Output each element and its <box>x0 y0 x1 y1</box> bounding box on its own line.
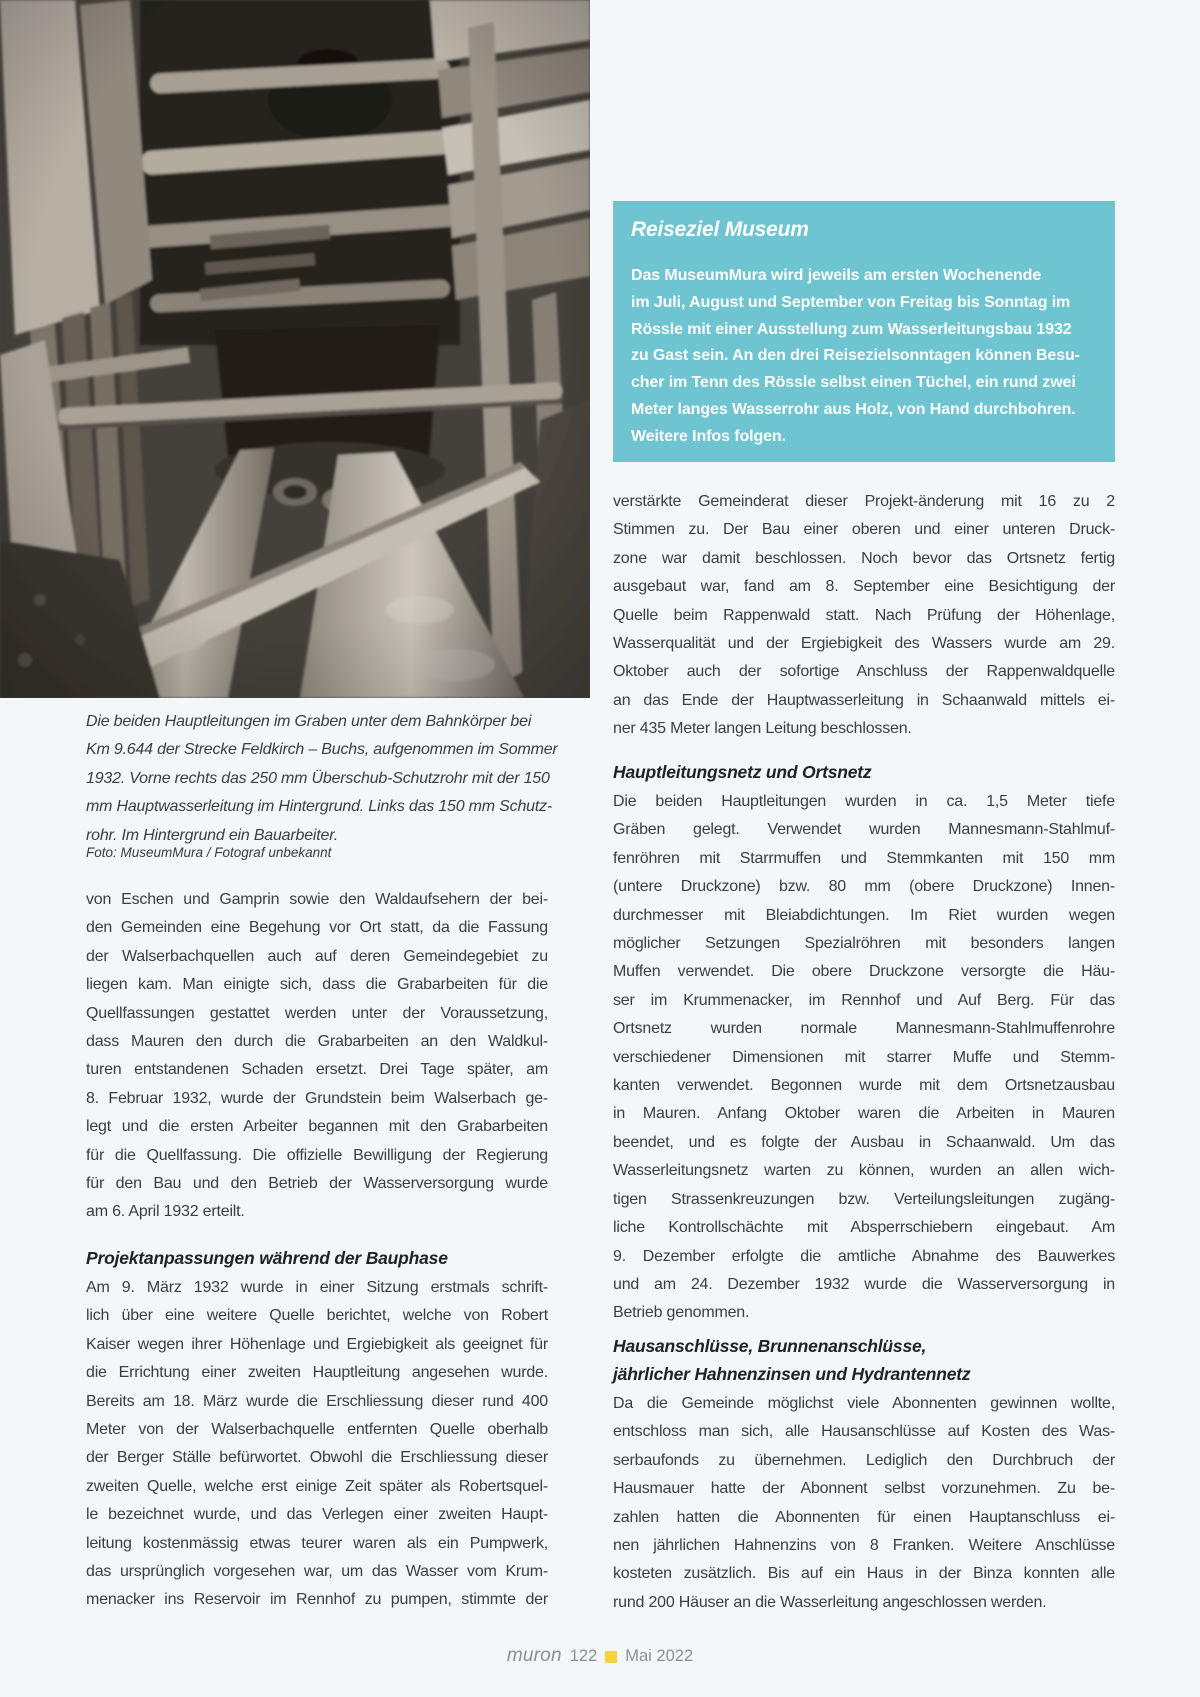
trench-photo <box>0 0 590 698</box>
text-line: Quellfassungen gestattet werden unter der Voraussetzung, <box>86 1004 548 1022</box>
text-line: für den Bau und den Betrieb der Wasserversorgung wurde <box>86 1175 548 1193</box>
text-line: Die beiden Hauptleitungen wurden in ca. 1,5 Meter tiefe <box>613 793 1115 810</box>
right-column-paragraph-1 <box>613 488 1115 744</box>
text-line: an das Ende der Hauptwasserleitung in Schaanwald mittels ei- <box>613 691 1115 709</box>
text-line: jährlicher Hahnenzinsen und Hydrantennetz <box>613 1364 971 1384</box>
text-line: rohr. Im Hintergrund ein Bauarbeiter. <box>86 826 338 844</box>
text-line: zu Gast sein. An den drei Reisezielsonntagen können Besu- <box>631 347 1080 365</box>
left-column-paragraph-2 <box>86 1274 548 1615</box>
infobox-title: Reiseziel Museum <box>631 218 809 241</box>
text-line: Oktober auch der sofortige Anschluss der Rappenwaldquelle <box>613 663 1115 681</box>
text-line: verstärkte Gemeinderat dieser Projekt-änderung mit 16 zu 2 <box>613 493 1115 510</box>
text-line: Gräben gelegt. Verwendet wurden Mannesmann-Stahlmuf- <box>613 821 1115 839</box>
right-column-paragraph-2 <box>613 788 1115 1328</box>
text-line: leitung kostenmässig etwas teurer waren als ein Pumpwerk, <box>86 1534 548 1552</box>
text-line: Km 9.644 der Strecke Feldkirch – Buchs, aufgenommen im Sommer <box>86 741 558 759</box>
text-line: le bezeichnet wurde, und das Verlegen einer zweiten Haupt- <box>86 1506 548 1524</box>
text-line: Stimmen zu. Der Bau einer oberen und einer unteren Druck- <box>613 521 1115 539</box>
text-line: den Gemeinden eine Begehung vor Ort statt, da die Fassung <box>86 919 548 937</box>
text-line: das ursprünglich vorgesehen war, um das Wasser vom Krum- <box>86 1563 548 1581</box>
text-line: Wasserleitungsnetz warten zu können, wurden an allen wich- <box>613 1162 1115 1180</box>
text-line: dass Mauren den durch die Grabarbeiten an den Waldkul- <box>86 1033 548 1051</box>
text-line: verschiedener Dimensionen mit starrer Muffe und Stemm- <box>613 1048 1115 1066</box>
text-line: menacker ins Reservoir im Rennhof zu pumpen, stimmte der <box>86 1591 548 1609</box>
text-line: 9. Dezember erfolgte die amtliche Abnahme des Bauwerkes <box>613 1247 1115 1265</box>
text-line: Quelle beim Rappenwald statt. Nach Prüfung der Höhenlage, <box>613 606 1115 624</box>
text-line: lich über eine weitere Quelle berichtet, welche von Robert <box>86 1307 548 1325</box>
text-line: Hausanschlüsse, Brunnenanschlüsse, <box>613 1336 927 1356</box>
text-line: nen jährlichen Hahnenzins von 8 Franken. Weitere Anschlüsse <box>613 1537 1115 1555</box>
page-footer <box>0 1645 1200 1667</box>
text-line: Kaiser wegen ihrer Höhenlage und Ergiebigkeit als geeignet für <box>86 1335 548 1353</box>
text-line: der Walserbachquellen auch auf deren Gemeindegebiet zu <box>86 947 548 965</box>
text-line: ausgebaut war, fand am 8. September eine Besichtigung der <box>613 578 1115 596</box>
left-column-paragraph-1 <box>86 886 548 1227</box>
magazine-name: muron <box>506 1645 562 1666</box>
text-line: Die beiden Hauptleitungen im Graben unter dem Bahnkörper bei <box>86 713 532 730</box>
text-line: kosteten zusätzlich. Bis auf ein Haus in der Binza konnten alle <box>613 1565 1115 1583</box>
text-line: legt und die ersten Arbeiter begannen mit den Grabarbeiten <box>86 1118 548 1136</box>
text-line: 1932. Vorne rechts das 250 mm Überschub-Schutzrohr mit der 150 <box>86 769 550 787</box>
infobox-reiseziel-museum <box>613 201 1115 462</box>
text-line: Hausmauer hatte der Abonnent selbst vorzunehmen. Zu be- <box>613 1480 1115 1498</box>
text-line: und am 24. Dezember 1932 wurde die Wasserversorgung in <box>613 1275 1115 1293</box>
text-line: (untere Druckzone) bzw. 80 mm (obere Druckzone) Innen- <box>613 878 1115 896</box>
text-line: zahlen hatten die Abonnenten für einen Hauptanschluss ei- <box>613 1508 1115 1526</box>
text-line: ser im Krummenacker, im Rennhof und Auf Berg. Für das <box>613 991 1115 1009</box>
text-line: von Eschen und Gamprin sowie den Waldaufsehern der bei- <box>86 891 548 908</box>
infobox-body <box>631 263 1097 451</box>
text-line: ner 435 Meter langen Leitung beschlossen. <box>613 720 912 738</box>
text-line: kanten verwendet. Begonnen wurde mit dem Ortsnetzausbau <box>613 1077 1115 1095</box>
heading-hausanschluesse <box>613 1332 1115 1388</box>
photo-credit: Foto: MuseumMura / Fotograf unbekannt <box>86 845 332 860</box>
text-line: liche Kontrollschächte mit Absperrschiebern eingebaut. Am <box>613 1219 1115 1237</box>
text-line: zone war damit beschlossen. Noch bevor das Ortsnetz fertig <box>613 549 1115 567</box>
text-line: Betrieb genommen. <box>613 1304 750 1322</box>
right-column-paragraph-3 <box>613 1390 1115 1617</box>
text-line: im Juli, August und September von Freitag bis Sonntag im <box>631 293 1071 311</box>
text-line: am 6. April 1932 erteilt. <box>86 1203 245 1221</box>
text-line: fenröhren mit Starrmuffen und Stemmkanten mit 150 mm <box>613 849 1115 867</box>
trench-photo-art <box>0 0 590 698</box>
heading-projektanpassungen: Projektanpassungen während der Bauphase <box>86 1248 448 1268</box>
text-line: Rössle mit einer Ausstellung zum Wasserleitungsbau 1932 <box>631 320 1072 338</box>
text-line: beendet, und es folgte der Ausbau in Schaanwald. Um das <box>613 1133 1115 1151</box>
text-line: der Berger Ställe befürwortet. Obwohl die Erschliessung dieser <box>86 1449 548 1467</box>
text-line: rund 200 Häuser an die Wasserleitung angeschlossen werden. <box>613 1593 1047 1611</box>
text-line: Ortsnetz wurden normale Mannesmann-Stahlmuffenrohre <box>613 1020 1115 1038</box>
text-line: Am 9. März 1932 wurde in einer Sitzung erstmals schrift- <box>86 1279 548 1296</box>
text-line: Muffen verwendet. Die obere Druckzone versorgte die Häu- <box>613 963 1115 981</box>
photo-caption <box>86 708 558 850</box>
heading-hauptleitungsnetz: Hauptleitungsnetz und Ortsnetz <box>613 762 872 782</box>
text-line: möglicher Setzungen Spezialröhren mit besonders langen <box>613 935 1115 953</box>
issue-number: 122 <box>569 1647 598 1665</box>
text-line: Das MuseumMura wird jeweils am ersten Wochenende <box>631 267 1042 284</box>
text-line: für die Quellfassung. Die offizielle Bewilligung der Regierung <box>86 1146 548 1164</box>
issue-date: Mai 2022 <box>625 1647 694 1665</box>
text-line: tigen Strassenkreuzungen bzw. Verteilungsleitungen zugäng- <box>613 1190 1115 1208</box>
text-line: liegen kam. Man einigte sich, dass die Grabarbeiten für die <box>86 976 548 994</box>
text-line: Da die Gemeinde möglichst viele Abonnenten gewinnen wollte, <box>613 1395 1115 1412</box>
text-line: entschloss man sich, alle Hausanschlüsse auf Kosten des Was- <box>613 1423 1115 1441</box>
text-line: Meter langes Wasserrohr aus Holz, von Hand durchbohren. <box>631 400 1076 418</box>
text-line: Wasserqualität und der Ergiebigkeit des Wassers wurde am 29. <box>613 635 1115 653</box>
text-line: turen entstandenen Schaden ersetzt. Drei Tage später, am <box>86 1061 548 1079</box>
text-line: cher im Tenn des Rössle selbst einen Tüchel, ein rund zwei <box>631 374 1076 392</box>
footer-square-icon <box>605 1651 617 1663</box>
text-line: Meter von der Walserbachquelle entfernten Quelle oberhalb <box>86 1421 548 1439</box>
text-line: durchmesser mit Bleiabdichtungen. Im Riet wurden wegen <box>613 906 1115 924</box>
text-line: 8. Februar 1932, wurde der Grundstein beim Walserbach ge- <box>86 1089 548 1107</box>
text-line: die Errichtung einer zweiten Hauptleitung angesehen wurde. <box>86 1364 548 1382</box>
text-line: zweiten Quelle, welche erst einige Zeit später als Robertsquel- <box>86 1477 548 1495</box>
text-line: Bereits am 18. März wurde die Erschliessung dieser rund 400 <box>86 1392 548 1410</box>
text-line: Weitere Infos folgen. <box>631 427 786 445</box>
text-line: in Mauren. Anfang Oktober waren die Arbeiten in Mauren <box>613 1105 1115 1123</box>
text-line: serbaufonds zu übernehmen. Lediglich den Durchbruch der <box>613 1451 1115 1469</box>
text-line: mm Hauptwasserleitung im Hintergrund. Links das 150 mm Schutz- <box>86 798 553 816</box>
